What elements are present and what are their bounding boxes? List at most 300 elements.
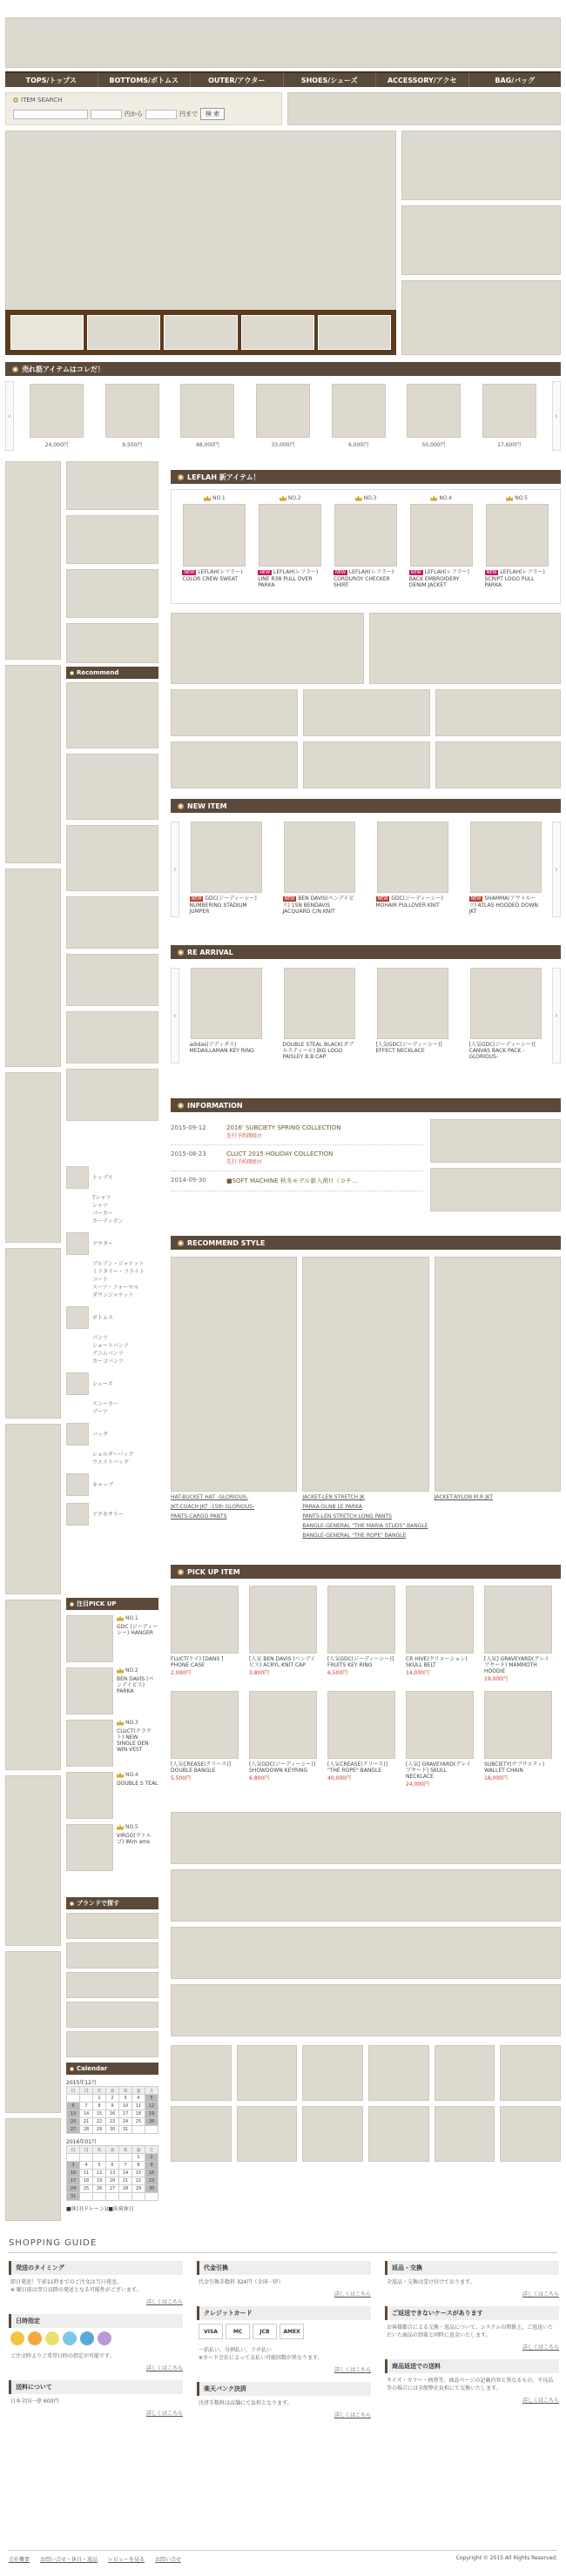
calendar-day: 19 <box>93 2177 106 2185</box>
brand-banner[interactable] <box>66 1942 158 1969</box>
product-image[interactable] <box>259 504 321 567</box>
sub-banner[interactable] <box>66 461 158 510</box>
footer-link[interactable]: お問い合せ <box>155 2557 182 2563</box>
category-link[interactable]: スニーカー <box>92 1401 118 1407</box>
category-heading[interactable] <box>66 1372 158 1395</box>
pickup-item[interactable] <box>171 1586 240 1682</box>
bullet-icon <box>178 1103 184 1109</box>
calendar-day <box>67 2095 80 2103</box>
category-title[interactable]: キャップ <box>92 1482 114 1488</box>
leflah-item[interactable] <box>182 495 246 598</box>
weekday: 金 <box>132 2146 145 2154</box>
more-link[interactable]: 詳しくはこちら <box>145 2299 183 2305</box>
feature-banner[interactable] <box>171 741 298 788</box>
more-link[interactable]: 詳しくはこちら <box>334 2367 371 2373</box>
product-image[interactable] <box>66 1772 113 1819</box>
category-link[interactable]: パーカー <box>92 1211 113 1217</box>
calendar-day: 19 <box>145 2110 158 2118</box>
pickup-item[interactable] <box>484 1586 554 1682</box>
calendar-day: 12 <box>145 2103 158 2110</box>
header-banner[interactable] <box>5 17 561 68</box>
time-slot-icon <box>28 2331 42 2345</box>
ranking-item[interactable] <box>406 384 462 448</box>
calendar-day: 2 <box>145 2154 158 2162</box>
left-banner[interactable] <box>5 869 61 1067</box>
footer-link[interactable]: レビューを見る <box>108 2557 145 2563</box>
bottom-thumb[interactable] <box>237 2045 298 2101</box>
prev-arrow-icon[interactable]: ‹ <box>171 968 179 1063</box>
product-image[interactable] <box>66 1667 113 1714</box>
guide-block <box>9 2380 183 2417</box>
product-name <box>190 896 263 915</box>
category-image[interactable] <box>66 1503 89 1526</box>
calendar-day: 30 <box>106 2126 119 2134</box>
calendar-day: 24 <box>67 2185 80 2193</box>
side-banner[interactable] <box>401 205 561 275</box>
category-link[interactable]: ミリタリー・フライト <box>92 1269 145 1275</box>
guide-heading: 返品・交換 <box>385 2261 559 2275</box>
item-search <box>5 92 282 125</box>
bottom-thumb[interactable] <box>368 2106 429 2162</box>
guide-text <box>385 2275 559 2290</box>
product-name: [人気 BEN DAVIS (ベンデイビス) ACRYL KNIT CAP <box>249 1656 316 1668</box>
left-banner[interactable] <box>5 1072 61 1243</box>
side-pickup-item[interactable] <box>66 1615 158 1662</box>
time-slot-icon <box>10 2331 24 2345</box>
guide-text <box>197 2396 371 2411</box>
feature-banner[interactable] <box>303 741 430 788</box>
calendar-day <box>132 2126 145 2134</box>
category-heading[interactable] <box>66 1232 158 1255</box>
product-image[interactable] <box>180 384 234 438</box>
style-item-link[interactable]: HAT-BUCKET HAT -GLORIOUS- <box>171 1494 248 1500</box>
category-link[interactable]: パンツ <box>92 1335 109 1341</box>
ranking-item[interactable] <box>331 384 387 448</box>
recommend-banner[interactable] <box>66 682 158 748</box>
side-pickup-list <box>66 1615 158 1876</box>
product-name: [人気CREASE(クリース)] "THE ROPE" BANGLE <box>327 1761 387 1774</box>
rank-label: NO.2 <box>287 495 301 501</box>
category-link[interactable]: デニムパンツ <box>92 1351 124 1357</box>
nav-shoes[interactable]: SHOES/シューズ <box>284 73 377 87</box>
calendar-day: 6 <box>106 2162 119 2170</box>
bottom-thumb[interactable] <box>435 2106 495 2162</box>
calendar-day <box>132 2193 145 2201</box>
new-item[interactable] <box>469 822 542 915</box>
side-pickup-item[interactable] <box>66 1667 158 1714</box>
nav-bottoms[interactable]: BOTTOMS/ボトムス <box>98 73 192 87</box>
info-body <box>226 1150 333 1165</box>
product-image[interactable] <box>183 504 246 567</box>
calendar-day: 25 <box>80 2185 93 2193</box>
product-image[interactable] <box>406 1586 474 1654</box>
product-name-text: GDC(ジーディーシー) MOHAIR PULLOVER KNIT <box>375 896 443 909</box>
calendar-day <box>119 2154 132 2162</box>
rank-number <box>204 495 226 501</box>
category-image[interactable] <box>66 1232 89 1255</box>
price: 9,500円 <box>122 442 143 448</box>
category-heading[interactable] <box>66 1166 158 1189</box>
ranking-item[interactable] <box>179 384 235 448</box>
calendar-day: 27 <box>106 2185 119 2193</box>
category-heading[interactable] <box>66 1306 158 1329</box>
product-image[interactable] <box>66 1615 113 1662</box>
feature-banner[interactable] <box>303 689 430 736</box>
category-heading[interactable] <box>66 1473 158 1496</box>
category-link[interactable]: スーツ・フォーマル <box>92 1285 139 1291</box>
pickup-item[interactable] <box>171 1691 240 1788</box>
more-link[interactable]: 詳しくはこちら <box>522 2291 559 2298</box>
rank-label: NO.1 <box>125 1615 138 1621</box>
bottom-banner[interactable] <box>171 1984 561 2036</box>
info-body <box>226 1177 358 1185</box>
guide-divider <box>9 2252 557 2253</box>
pickup-item[interactable] <box>249 1586 319 1682</box>
category-heading[interactable] <box>66 1423 158 1446</box>
slide-thumb[interactable] <box>241 315 314 350</box>
next-arrow-icon[interactable]: › <box>552 822 561 917</box>
prev-arrow-icon[interactable]: ‹ <box>171 822 179 917</box>
header-banner-small[interactable] <box>287 92 561 125</box>
bottom-thumb[interactable] <box>435 2045 495 2101</box>
keyword-input[interactable] <box>13 110 88 119</box>
info-banner[interactable] <box>430 1119 561 1163</box>
recommend-banner[interactable] <box>66 1011 158 1063</box>
category-list <box>66 1166 158 1533</box>
search-title: ITEM SEARCH <box>21 97 63 104</box>
product-image[interactable] <box>486 504 549 567</box>
category-group <box>66 1166 158 1225</box>
new-item[interactable] <box>190 822 263 915</box>
leflah-item[interactable] <box>409 495 474 598</box>
side-pickup-text <box>117 1772 158 1819</box>
weekday: 月 <box>80 2087 93 2095</box>
product-image[interactable] <box>327 1586 395 1654</box>
style-item-link[interactable]: BANGLE-GENERAL "THE MARIA STUDS" BANGLE <box>302 1523 428 1529</box>
info-title[interactable]: CLUCT 2015 HOLIDAY COLLECTION <box>226 1150 334 1157</box>
weekday: 水 <box>106 2146 119 2154</box>
slide-thumb[interactable] <box>10 315 84 350</box>
product-image[interactable] <box>256 384 310 438</box>
information-row[interactable] <box>171 1119 423 1145</box>
price: 48,000円 <box>195 442 219 448</box>
category-link[interactable]: ショルダーバッグ <box>92 1452 134 1458</box>
left-banner[interactable] <box>5 1951 61 2113</box>
product-image[interactable] <box>249 1586 317 1654</box>
pickup-item[interactable] <box>327 1691 397 1788</box>
more-link[interactable]: 詳しくはこちら <box>522 2345 559 2351</box>
pickup-item[interactable] <box>249 1691 319 1788</box>
recommend-banner[interactable] <box>66 954 158 1006</box>
category-image[interactable] <box>66 1473 89 1496</box>
pickup-item[interactable] <box>327 1586 397 1682</box>
ranking-item[interactable] <box>255 384 311 448</box>
re-arrival-title: RE ARRIVAL <box>187 948 233 956</box>
feature-banner[interactable] <box>435 689 561 736</box>
calendar-day: 17 <box>119 2110 132 2118</box>
sub-banner[interactable] <box>66 569 158 618</box>
product-image[interactable] <box>470 968 542 1039</box>
product-name <box>258 569 322 588</box>
ranking-item[interactable] <box>104 384 160 448</box>
info-title[interactable]: 2016' SUBCIETY SPRING COLLECTION <box>226 1124 341 1131</box>
bottom-thumb[interactable] <box>368 2045 429 2101</box>
side-pickup-item[interactable] <box>66 1824 158 1871</box>
card-icon: VISA <box>199 2324 223 2339</box>
product-name: BEN DAVIS (ベンデイビス) PARKA <box>117 1676 154 1694</box>
bottom-thumb[interactable] <box>171 2106 232 2162</box>
category-link[interactable]: カーディガン <box>92 1218 124 1224</box>
new-badge: NEW <box>191 896 202 902</box>
guide-text <box>9 2275 183 2298</box>
category-title[interactable]: アクセサリー <box>92 1512 124 1518</box>
calendar-day: 13 <box>106 2170 119 2177</box>
calendar-day <box>80 2154 93 2162</box>
feature-banner[interactable] <box>171 613 364 684</box>
slide-thumb[interactable] <box>318 315 391 350</box>
ranking-item[interactable] <box>482 384 537 448</box>
product-image[interactable] <box>105 384 159 438</box>
category-title[interactable]: トップス <box>92 1175 113 1181</box>
left-banner[interactable] <box>5 1600 61 1770</box>
left-banner[interactable] <box>5 1424 61 1594</box>
leflah-item[interactable] <box>258 495 322 598</box>
category-title[interactable]: アウター <box>92 1241 113 1247</box>
rank-label: NO.5 <box>515 495 528 501</box>
left-banner[interactable] <box>5 461 61 660</box>
product-image[interactable] <box>407 384 461 438</box>
leflah-item[interactable] <box>485 495 549 598</box>
calendar-day: 22 <box>132 2177 145 2185</box>
more-link[interactable]: 詳しくはこちら <box>145 2365 183 2371</box>
pickup-item[interactable] <box>406 1586 475 1682</box>
nav-tops[interactable]: TOPS/トップス <box>5 73 98 87</box>
leflah-item[interactable] <box>334 495 398 598</box>
side-banner[interactable] <box>401 280 561 355</box>
prev-arrow-icon[interactable]: ‹ <box>5 381 14 451</box>
info-title[interactable]: ■SOFT MACHINE 秋冬モデル新入荷!!（コチ... <box>226 1177 358 1184</box>
left-banner[interactable] <box>5 665 61 863</box>
product-image[interactable] <box>470 822 542 893</box>
bottom-thumb[interactable] <box>302 2045 363 2101</box>
guide-block <box>385 2306 559 2351</box>
category-link[interactable]: ブルゾン・ジャケット <box>92 1261 145 1267</box>
category-title[interactable]: バッグ <box>92 1432 109 1438</box>
side-banner[interactable] <box>401 131 561 200</box>
new-item-header <box>171 799 561 813</box>
calendar-day: 27 <box>67 2126 80 2134</box>
pickup-item[interactable] <box>406 1691 475 1788</box>
feature-banner[interactable] <box>369 613 561 684</box>
product-image[interactable] <box>66 1720 113 1767</box>
re-arrival-item[interactable] <box>283 968 356 1060</box>
bottom-thumb[interactable] <box>237 2106 298 2162</box>
weekday: 日 <box>67 2087 80 2095</box>
category-link[interactable]: ウエストバッグ <box>92 1459 129 1466</box>
next-arrow-icon[interactable]: › <box>552 968 561 1063</box>
info-subtitle: 先行予約開始!! <box>226 1159 262 1165</box>
sub-banner[interactable] <box>66 623 158 663</box>
product-image[interactable] <box>377 968 448 1039</box>
bottom-thumb[interactable] <box>171 2045 232 2101</box>
next-arrow-icon[interactable]: › <box>552 381 561 451</box>
more-link[interactable]: 詳しくはこちら <box>334 2412 371 2418</box>
price-from-input[interactable] <box>91 110 122 119</box>
product-name <box>485 569 549 588</box>
feature-banner[interactable] <box>435 741 561 788</box>
calendar-day: 16 <box>145 2170 158 2177</box>
category-heading[interactable] <box>66 1503 158 1526</box>
crown-icon <box>506 496 513 501</box>
style-image[interactable] <box>435 1257 561 1492</box>
category-link[interactable]: コート <box>92 1277 109 1283</box>
slide-thumb[interactable] <box>164 315 237 350</box>
slide-thumb[interactable] <box>87 315 160 350</box>
product-image[interactable] <box>377 822 448 893</box>
info-banner[interactable] <box>430 1168 561 1211</box>
category-image[interactable] <box>66 1166 89 1189</box>
style-item-link[interactable]: PANTS-LEN STRETCH LONG PANTS <box>302 1513 392 1519</box>
recommend-banner[interactable] <box>66 754 158 820</box>
product-image[interactable] <box>30 384 84 438</box>
price-to-input[interactable] <box>145 110 177 119</box>
bottom-thumb-grid <box>171 2045 561 2162</box>
sub-banner[interactable] <box>66 515 158 564</box>
weekday: 木 <box>119 2146 132 2154</box>
rank-label: NO.3 <box>125 1720 138 1726</box>
style-item-link[interactable]: JKT-COACH JKT -15th GLORIOUS- <box>171 1504 255 1510</box>
product-image[interactable] <box>410 504 473 567</box>
pickup-side-title: 注目PICK UP <box>77 1600 117 1607</box>
style-image[interactable] <box>302 1257 428 1492</box>
left-banner[interactable] <box>5 1775 61 1946</box>
bottom-thumb[interactable] <box>500 2045 561 2101</box>
calendar-day <box>80 2193 93 2201</box>
brand-banner[interactable] <box>66 2002 158 2028</box>
product-image[interactable] <box>484 1586 552 1654</box>
category-image[interactable] <box>66 1306 89 1329</box>
feature-banner[interactable] <box>171 689 298 736</box>
re-arrival-item[interactable] <box>376 968 449 1060</box>
side-pickup-item[interactable] <box>66 1772 158 1819</box>
search-button[interactable]: 検 索 <box>200 108 225 120</box>
style-item-link[interactable]: BANGLE-GENERAL "THE ROPE" BANGLE <box>302 1533 407 1539</box>
recommend-banner[interactable] <box>66 896 158 949</box>
information-row[interactable] <box>171 1171 423 1191</box>
style-item-link[interactable]: JACKET-LEN STRETCH JK <box>302 1494 365 1500</box>
product-image[interactable] <box>249 1691 317 1759</box>
bottom-banner[interactable] <box>171 1927 561 1979</box>
product-image[interactable] <box>332 384 386 438</box>
product-image[interactable] <box>327 1691 395 1759</box>
calendar-day: 1 <box>93 2095 106 2103</box>
product-image[interactable] <box>484 1691 552 1759</box>
information-row[interactable] <box>171 1145 423 1171</box>
brand-header <box>66 1897 158 1909</box>
re-arrival-item[interactable] <box>190 968 263 1060</box>
more-link[interactable]: 詳しくはこちら <box>522 2398 559 2404</box>
brand-banner[interactable] <box>66 2031 158 2057</box>
footer-link[interactable]: お問い合せ・休日・返品 <box>40 2557 98 2563</box>
brand-banner[interactable] <box>66 1913 158 1939</box>
style-image[interactable] <box>171 1257 297 1492</box>
style-row <box>171 1257 561 1540</box>
price: 18,000円 <box>484 1775 508 1781</box>
category-link[interactable]: ブーツ <box>92 1409 108 1415</box>
bottom-thumb[interactable] <box>500 2106 561 2162</box>
category-image[interactable] <box>66 1372 89 1395</box>
weekday: 日 <box>67 2146 80 2154</box>
product-image[interactable] <box>191 968 262 1039</box>
product-image[interactable] <box>171 1691 239 1759</box>
product-image[interactable] <box>284 822 355 893</box>
product-image[interactable] <box>334 504 397 567</box>
category-link[interactable]: Tシャツ <box>92 1195 111 1201</box>
product-image[interactable] <box>191 822 262 893</box>
new-item[interactable] <box>283 822 356 915</box>
bottom-thumb[interactable] <box>302 2106 363 2162</box>
nav-outer[interactable]: OUTER/アウター <box>191 73 284 87</box>
product-name: [人気] GRAVEYARD(グレイブヤード) SKULL NECKLACE <box>406 1761 471 1780</box>
bottom-banner[interactable] <box>171 1869 561 1922</box>
recommend-header <box>66 667 158 679</box>
footer-link[interactable]: 会社概要 <box>9 2557 30 2563</box>
left-banner[interactable] <box>5 2118 61 2221</box>
recommend-banner[interactable] <box>66 825 158 891</box>
category-link[interactable]: ショートパンツ <box>92 1343 129 1349</box>
category-title[interactable]: シューズ <box>92 1381 113 1387</box>
product-name: DOUBLE S TEAL <box>117 1781 158 1787</box>
style-item-link[interactable]: PANTS-CARGO PANTS <box>171 1513 227 1519</box>
product-image[interactable] <box>284 968 355 1039</box>
product-image[interactable] <box>66 1824 113 1871</box>
product-name <box>182 569 246 582</box>
new-badge: NEW <box>470 896 482 902</box>
more-link[interactable]: 詳しくはこちら <box>145 2411 183 2417</box>
category-link[interactable]: シャツ <box>92 1203 108 1209</box>
crown-icon <box>280 496 286 501</box>
brand-banner[interactable] <box>66 1972 158 1998</box>
category-link[interactable]: ダウンジャケット <box>92 1292 134 1298</box>
recommend-banner[interactable] <box>66 1069 158 1121</box>
pickup-item[interactable] <box>484 1691 554 1788</box>
price: 50,000円 <box>421 442 446 448</box>
guide-text <box>385 2320 559 2343</box>
product-name: SUBCIETY(サブサエティ) WALLET CHAIN <box>484 1761 545 1774</box>
more-link[interactable]: 詳しくはこちら <box>334 2291 371 2298</box>
ranking-item[interactable] <box>29 384 84 448</box>
nav-bag[interactable]: BAG/バッグ <box>495 76 536 84</box>
product-image[interactable] <box>482 384 536 438</box>
side-pickup-item[interactable] <box>66 1720 158 1767</box>
product-image[interactable] <box>171 1586 239 1654</box>
style-item-link[interactable]: PARKA-GLNB LE PARKA <box>302 1504 363 1510</box>
new-item[interactable] <box>376 822 449 915</box>
category-image[interactable] <box>66 1423 89 1446</box>
nav-accessory[interactable]: ACCESSORY/アクセ <box>376 73 469 87</box>
left-banner[interactable] <box>5 1248 61 1419</box>
product-image[interactable] <box>406 1691 474 1759</box>
bottom-banner[interactable] <box>171 1812 561 1864</box>
re-arrival-item[interactable] <box>469 968 542 1060</box>
category-title[interactable]: ボトムス <box>92 1315 114 1321</box>
category-link[interactable]: カーゴパンツ <box>92 1358 125 1365</box>
style-item-link[interactable]: JACKET-NYLON M.R JKT <box>434 1494 493 1500</box>
calendar-day <box>93 2193 106 2201</box>
price: 24,000円 <box>406 1781 429 1788</box>
info-date: 2015-08-23 <box>171 1150 206 1157</box>
new-badge: NEW <box>259 570 271 575</box>
